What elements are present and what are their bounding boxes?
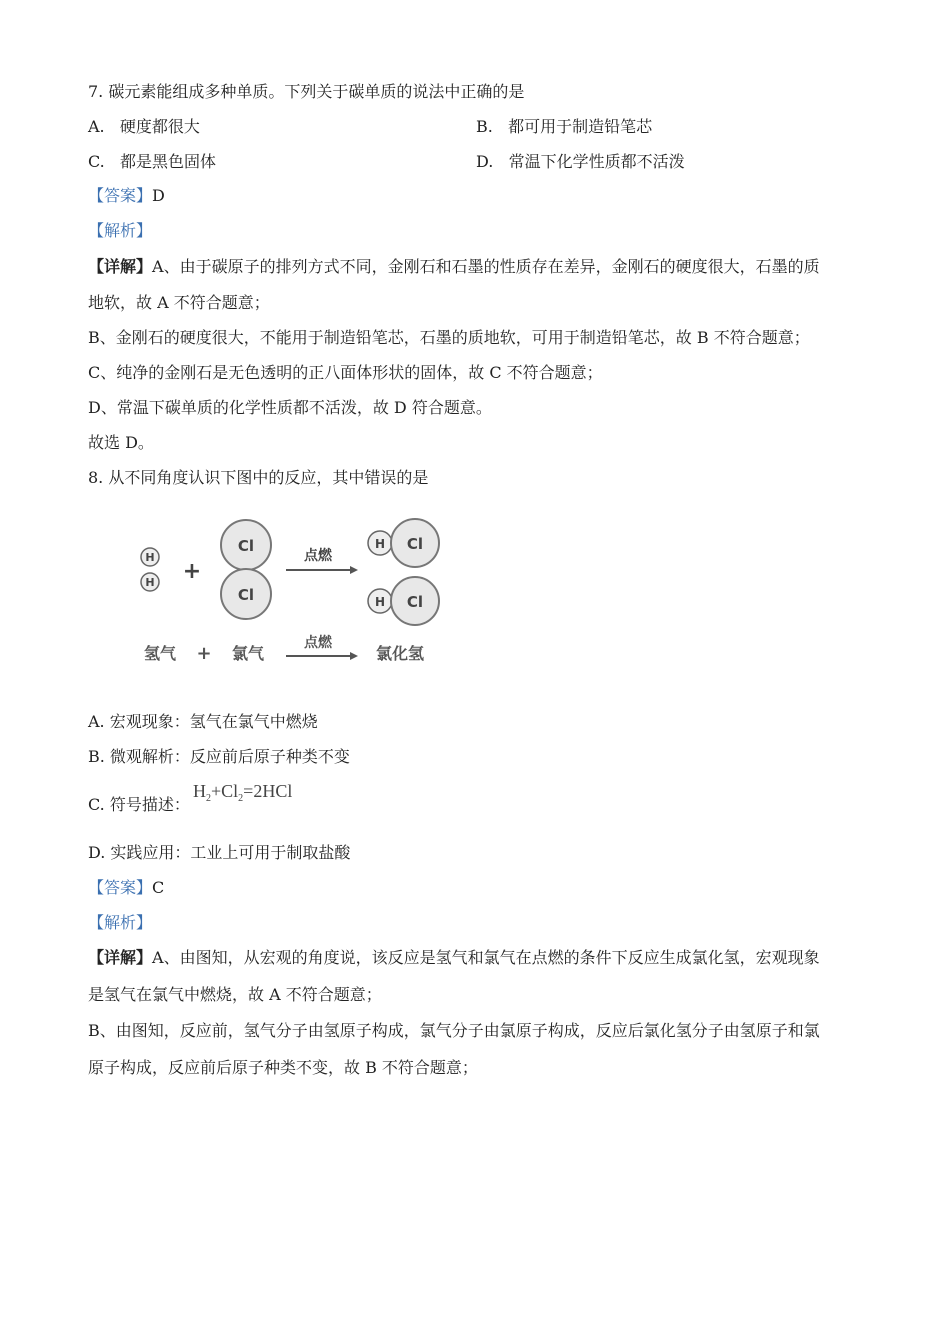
- hcl-2-h-label: H: [374, 595, 386, 609]
- hcl-1-h-label: H: [374, 537, 386, 551]
- q7-detail-1a-text: A、由于碳原子的排列方式不同，金刚石和石墨的性质存在差异，金刚石的硬度很大，石墨的质: [152, 257, 820, 276]
- q8-answer-tag: 【答案】: [88, 878, 153, 897]
- q7-detail-2: B、金刚石的硬度很大，不能用于制造铅笔芯，石墨的质地软，可用于制造铅笔芯，故 B 不符合题意；: [88, 328, 810, 347]
- q7-analysis: [88, 220, 152, 242]
- cl-atom-2-label: Cl: [237, 586, 255, 604]
- cl-atom-1-label: Cl: [237, 537, 255, 555]
- q7-detail-3: C、纯净的金刚石是无色透明的正八面体形状的固体，故 C 不符合题意；: [88, 363, 603, 382]
- q7-option-a-letter: A.: [88, 117, 105, 136]
- q7-option-c: [88, 151, 216, 173]
- word-arrow-head: [350, 652, 358, 660]
- q8-detail-2b: 原子构成，反应前后原子种类不变，故 B 不符合题意；: [88, 1058, 478, 1077]
- q8-detail-1b: 是氢气在氯气中燃烧，故 A 不符合题意；: [88, 985, 382, 1004]
- word-plus: +: [196, 643, 212, 664]
- q8-analysis: [88, 912, 152, 934]
- q7-conclusion: 故选 D。: [88, 433, 154, 452]
- word-condition: 点燃: [304, 635, 332, 651]
- q7-analysis-tag: 【解析】: [88, 221, 153, 240]
- word-chlorine: 氯气: [231, 644, 265, 663]
- q7-option-c-text: 都是黑色固体: [120, 152, 217, 171]
- q7-answer-tag: 【答案】: [88, 186, 153, 205]
- q8-detail-2a: B、由图知，反应前，氢气分子由氢原子构成，氯气分子由氯原子构成，反应后氯化氢分子由氢原子和氯: [88, 1021, 820, 1040]
- q8-answer: [88, 877, 164, 899]
- q8-detail-tag: 【详解】: [88, 948, 153, 967]
- q7-detail-4: D、常温下碳单质的化学性质都不活泼，故 D 符合题意。: [88, 398, 492, 417]
- q7-option-b-text: 都可用于制造铅笔芯: [508, 117, 653, 136]
- q7-stem: 7. 碳元素能组成多种单质。下列关于碳单质的说法中正确的是: [88, 82, 525, 101]
- q8-analysis-tag: 【解析】: [88, 913, 153, 932]
- q8-answer-value: C: [152, 878, 165, 897]
- formula-plus-cl: +Cl: [211, 781, 239, 801]
- q8-detail-1a-text: A、由图知，从宏观的角度说，该反应是氢气和氯气在点燃的条件下反应生成氯化氢，宏观现象: [152, 948, 820, 967]
- formula-rest: =2HCl: [243, 781, 293, 801]
- q7-option-d: [476, 151, 685, 173]
- q8-option-a: A. 宏观现象：氢气在氯气中燃烧: [88, 712, 318, 731]
- q7-answer: [88, 185, 165, 207]
- q8-formula: [193, 781, 292, 804]
- q8-option-c: C. 符号描述：: [88, 795, 190, 814]
- q7-answer-value: D: [152, 186, 165, 205]
- formula-sub-2: 2: [238, 793, 244, 804]
- q8-detail-1a: [88, 947, 820, 969]
- h-atom-1-label: H: [145, 551, 155, 564]
- q7-option-d-text: 常温下化学性质都不活泼: [508, 152, 685, 171]
- plus-sign: +: [182, 559, 202, 584]
- hcl-2-cl-label: Cl: [406, 593, 424, 611]
- q7-option-a-text: 硬度都很大: [119, 117, 200, 136]
- q7-option-b: [476, 116, 652, 138]
- q7-option-c-letter: C.: [88, 152, 105, 171]
- reaction-arrow-head: [350, 566, 358, 574]
- formula-sub-1: 2: [206, 793, 211, 804]
- q8-option-d: D. 实践应用：工业上可用于制取盐酸: [88, 843, 351, 862]
- q7-detail-1a: [88, 256, 820, 278]
- q8-stem: 8. 从不同角度认识下图中的反应，其中错误的是: [88, 468, 429, 487]
- h-atom-2-label: H: [145, 576, 155, 589]
- q7-detail-tag: 【详解】: [88, 257, 153, 276]
- formula-h: H: [193, 781, 206, 801]
- q7-option-a: [88, 116, 200, 138]
- reaction-diagram: [130, 510, 460, 680]
- hcl-1-cl-label: Cl: [406, 535, 424, 553]
- q7-option-b-letter: B.: [476, 117, 493, 136]
- condition-label: 点燃: [304, 548, 332, 564]
- word-hcl: 氯化氢: [375, 644, 425, 663]
- q8-option-b: B. 微观解析：反应前后原子种类不变: [88, 747, 350, 766]
- q7-detail-1b: 地软，故 A 不符合题意；: [88, 293, 270, 312]
- word-hydrogen: 氢气: [143, 644, 177, 663]
- q7-option-d-letter: D.: [476, 152, 494, 171]
